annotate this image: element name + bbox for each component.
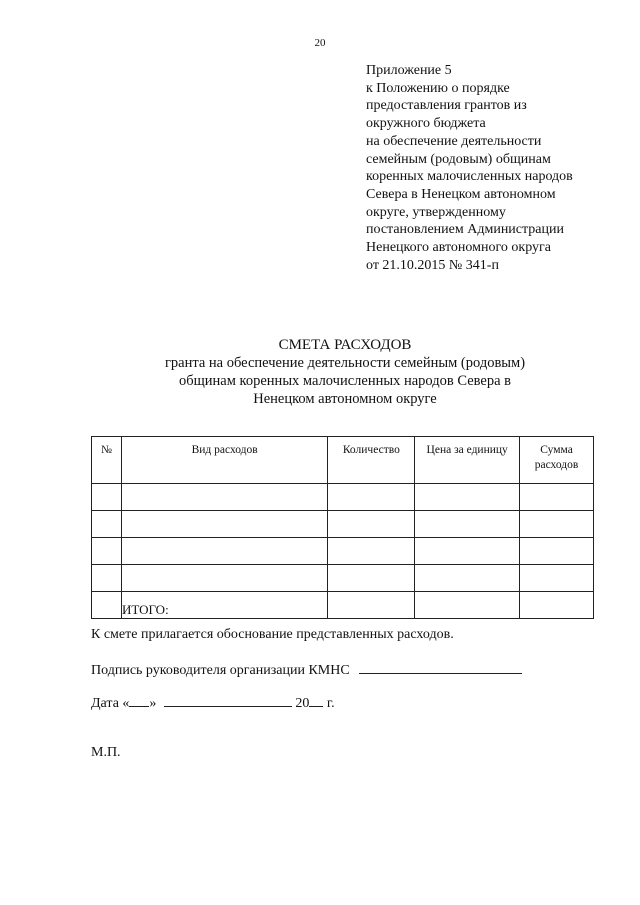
table-cell[interactable] (121, 511, 327, 538)
table-cell[interactable] (121, 538, 327, 565)
year-suffix: г. (323, 696, 335, 711)
year-field[interactable] (309, 694, 323, 707)
appendix-line: предоставления грантов из (366, 98, 527, 114)
total-label: ИТОГО: (121, 592, 327, 619)
date-line (91, 694, 335, 712)
table-cell[interactable] (328, 565, 415, 592)
appendix-line: Севера в Ненецком автономном (366, 186, 556, 202)
appendix-line: от 21.10.2015 № 341-п (366, 257, 499, 273)
date-label: Дата « (91, 696, 130, 711)
table-row (92, 484, 594, 511)
header-amount: Сумма расходов (520, 437, 594, 484)
title-subline: Ненецком автономном округе (253, 391, 437, 407)
page-number: 20 (314, 37, 326, 49)
appendix-line: к Положению о порядке (366, 80, 510, 96)
appendix-line: коренных малочисленных народов (366, 169, 573, 185)
appendix-line: Ненецкого автономного округа (366, 240, 551, 256)
table-cell[interactable] (415, 484, 520, 511)
table-cell[interactable] (92, 565, 122, 592)
table-cell[interactable] (520, 592, 594, 619)
table-cell[interactable] (92, 538, 122, 565)
table-cell[interactable] (328, 484, 415, 511)
appendix-reference (366, 62, 626, 274)
month-field[interactable] (164, 694, 292, 707)
table-cell[interactable] (415, 592, 520, 619)
table-row (92, 565, 594, 592)
table-cell[interactable] (520, 538, 594, 565)
table-row (92, 511, 594, 538)
table-cell[interactable] (328, 511, 415, 538)
appendix-line: постановлением Администрации (366, 222, 564, 238)
day-field[interactable] (129, 694, 149, 707)
signature-line (91, 661, 522, 679)
header-unit-price: Цена за единицу (415, 437, 520, 484)
table-cell[interactable] (92, 592, 122, 619)
table-cell[interactable] (121, 484, 327, 511)
table-cell[interactable] (520, 565, 594, 592)
seal-mark: М.П. (91, 745, 121, 760)
header-expense-type: Вид расходов (121, 437, 327, 484)
date-close: » (149, 696, 157, 711)
title-subline: гранта на обеспечение деятельности семейным (родовым) (164, 355, 526, 371)
signature-field[interactable] (359, 661, 522, 674)
table-total-row (92, 592, 594, 619)
header-number: № (92, 437, 122, 484)
appendix-line: семейным (родовым) общинам (366, 151, 551, 167)
year-prefix: 20 (295, 696, 310, 711)
table-header-row (92, 437, 594, 484)
signature-label: Подпись руководителя организации КМНС (91, 663, 350, 678)
appendix-line: округе, утвержденному (366, 204, 506, 220)
appendix-line: окружного бюджета (366, 116, 486, 132)
table-cell[interactable] (520, 511, 594, 538)
expense-table (91, 436, 594, 619)
table-cell[interactable] (520, 484, 594, 511)
title-subline: общинам коренных малочисленных народов Севера в (179, 373, 511, 389)
table-cell[interactable] (92, 484, 122, 511)
table-row (92, 538, 594, 565)
table-cell[interactable] (121, 565, 327, 592)
table-cell[interactable] (328, 538, 415, 565)
appendix-line: на обеспечение деятельности (366, 133, 542, 149)
table-cell[interactable] (415, 565, 520, 592)
table-cell[interactable] (415, 538, 520, 565)
table-cell[interactable] (328, 592, 415, 619)
table-cell[interactable] (415, 511, 520, 538)
attachment-note: К смете прилагается обоснование представленных расходов. (91, 627, 454, 642)
document-title (0, 336, 640, 408)
header-quantity: Количество (328, 437, 415, 484)
table-cell[interactable] (92, 511, 122, 538)
appendix-line: Приложение 5 (366, 63, 452, 78)
title-heading: СМЕТА РАСХОДОВ (278, 337, 412, 353)
